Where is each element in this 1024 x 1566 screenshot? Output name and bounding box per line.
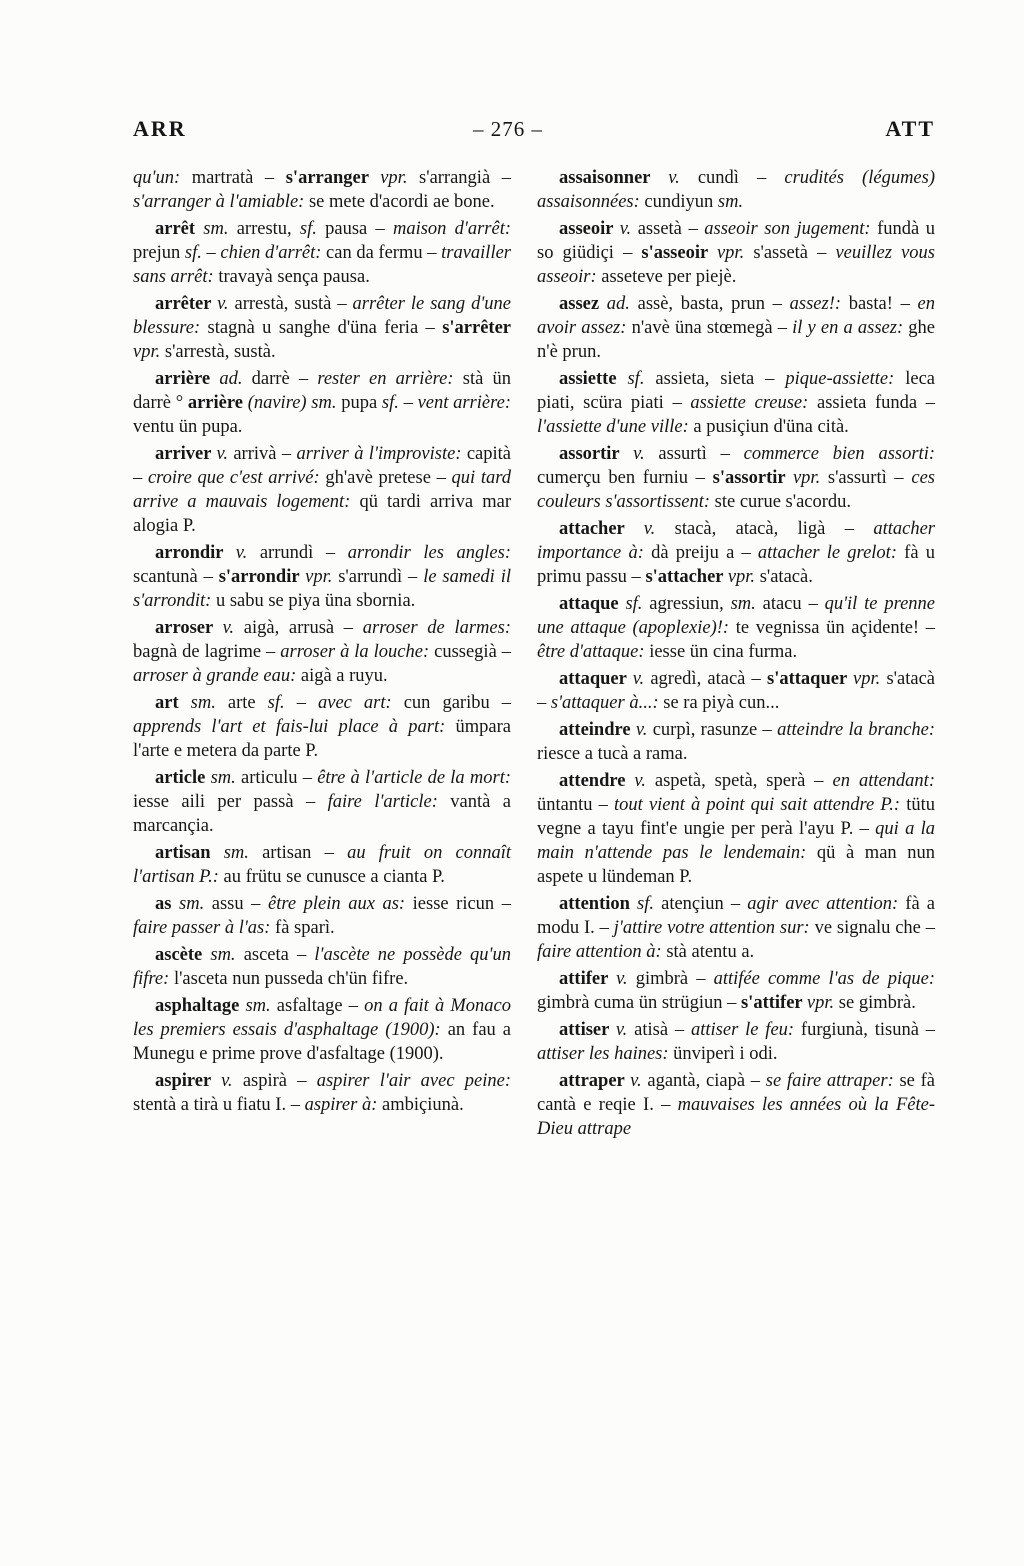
text-run: j'attire votre attention sur:	[613, 918, 815, 938]
text-run: en attendant:	[832, 771, 935, 791]
text-run: attraper	[559, 1071, 631, 1091]
text-run: s'assetà –	[753, 243, 836, 263]
text-run: assaisonner	[559, 168, 669, 188]
text-run: v.	[221, 1071, 243, 1091]
text-run: s'assurtì –	[827, 468, 912, 488]
entry-attiser	[537, 1018, 935, 1066]
text-run: assieta funda –	[816, 393, 936, 413]
text-run: s'arrundì –	[338, 567, 424, 587]
text-run: qu'il te prenne une attaque (apoplexie)!:	[537, 594, 935, 638]
text-run: cumerçu ben furniu –	[537, 468, 713, 488]
text-run: ces couleurs s'assortissent:	[537, 468, 935, 512]
text-run: stentà a tirà u fiatu I. –	[133, 1095, 305, 1115]
text-run: ascète	[155, 945, 211, 965]
text-run: se faire attraper:	[765, 1071, 900, 1091]
text-run: a pusiçiun d'üna cità.	[693, 417, 849, 437]
text-run: ambiçiunà.	[382, 1095, 464, 1115]
text-run: v.	[216, 444, 234, 464]
text-run: attifer	[559, 969, 617, 989]
entry-attaque	[537, 592, 935, 664]
text-run: pausa –	[325, 219, 393, 239]
text-run: sm.	[717, 192, 744, 212]
text-run: s'atacà.	[759, 567, 813, 587]
text-run: assieta, sieta –	[655, 369, 786, 389]
entry-attaquer	[537, 667, 935, 715]
text-run: an fau a Munegu e prime prove d'asfaltage (1900).	[133, 1020, 511, 1064]
text-run: on a fait à Monaco les premiers essais d'asphaltage (1900):	[133, 996, 511, 1040]
text-run: art	[155, 693, 191, 713]
text-run: assez	[559, 294, 607, 314]
text-run: sf.	[627, 369, 656, 389]
text-run: assiette creuse:	[690, 393, 817, 413]
text-run: sm.	[210, 945, 244, 965]
text-run: être à l'article de la mort:	[317, 768, 512, 788]
text-run: veuillez vous asseoir:	[537, 243, 935, 287]
text-run: ünviperì i odi.	[673, 1044, 778, 1064]
text-run: vpr.	[380, 168, 420, 188]
text-run: chien d'arrêt:	[220, 243, 327, 263]
text-run: arroser de larmes:	[362, 618, 511, 638]
text-run: fundà u so giüdiçi –	[537, 219, 935, 263]
text-run: v.	[635, 720, 653, 740]
text-run: ventu ün pupa.	[133, 417, 243, 437]
text-run: commerce bien assorti:	[743, 444, 935, 464]
text-run: atacu –	[762, 594, 825, 614]
text-run: crudités (légumes) assaisonnées:	[537, 168, 935, 212]
guide-word-right: ATT	[885, 116, 935, 141]
entry-atteindre	[537, 718, 935, 766]
entry-article	[133, 766, 511, 838]
text-run: l'ascète ne possède qu'un fifre:	[133, 945, 512, 989]
text-run: sf.	[267, 693, 297, 713]
text-run: s'arranger à l'amiable:	[133, 192, 309, 212]
text-run: stà atentu a.	[666, 942, 755, 962]
text-run: s'arrondir	[218, 567, 306, 587]
text-run: tout vient à point qui sait attendre P.:	[614, 795, 907, 815]
text-run: assè, basta, prun –	[637, 294, 790, 314]
text-run: assetà –	[637, 219, 705, 239]
text-run: furgiunà, tisunà –	[800, 1020, 936, 1040]
text-run: vent arrière:	[417, 393, 511, 413]
text-run: cundì –	[697, 168, 785, 188]
text-run: asphaltage	[155, 996, 246, 1016]
text-run: s'attifer	[740, 993, 807, 1013]
entry-assiette	[537, 367, 935, 439]
text-run: atteindre la branche:	[777, 720, 936, 740]
text-run: artisan –	[262, 843, 348, 863]
text-run: cussegià –	[434, 642, 512, 662]
text-run: as	[155, 894, 180, 914]
text-run: arrondir	[155, 543, 236, 563]
text-run: se gimbrà.	[838, 993, 916, 1013]
entry-arranger-continuation	[133, 166, 511, 214]
text-run: aspirer à:	[304, 1095, 383, 1115]
text-run: arrondir les angles:	[347, 543, 511, 563]
text-run: ad.	[606, 294, 638, 314]
text-run: capità –	[133, 444, 511, 488]
text-run: v.	[632, 669, 651, 689]
text-run: vpr.	[133, 342, 165, 362]
text-run: croire que c'est arrivé:	[147, 468, 326, 488]
text-run: l'assiette d'une ville:	[537, 417, 694, 437]
text-run: sm.	[179, 894, 212, 914]
text-run: gimbrà –	[635, 969, 714, 989]
text-run: martratà –	[191, 168, 286, 188]
entry-as	[133, 892, 511, 940]
text-run: cun garibu –	[403, 693, 512, 713]
text-run: assu –	[211, 894, 268, 914]
text-run: arroser	[155, 618, 223, 638]
text-run: ghe n'è prun.	[537, 318, 935, 362]
text-run: arrière	[155, 369, 220, 389]
text-run: atisà –	[634, 1020, 691, 1040]
text-run: articulu –	[240, 768, 318, 788]
text-run: assez!:	[789, 294, 849, 314]
text-run: leca piati, scüra piati –	[537, 369, 935, 413]
text-run: attiser	[559, 1020, 616, 1040]
text-run: te vegnissa ün açidente! –	[735, 618, 935, 638]
text-run: v.	[615, 1020, 635, 1040]
text-run: v.	[222, 618, 244, 638]
text-run: fà sparì.	[275, 918, 335, 938]
text-run: curpì, rasunze –	[652, 720, 778, 740]
text-run: sm.	[245, 996, 277, 1016]
text-run: arroser à grande eau:	[133, 666, 301, 686]
text-run: ste curue s'acordu.	[714, 492, 852, 512]
text-run: agir avec attention:	[747, 894, 906, 914]
entry-assortir	[537, 442, 935, 514]
text-run: v.	[668, 168, 698, 188]
text-run: attaquer	[559, 669, 633, 689]
text-run: agantà, ciapà –	[647, 1071, 766, 1091]
text-run: sf.	[625, 594, 650, 614]
text-columns	[133, 166, 935, 1144]
text-run: sm.	[190, 693, 228, 713]
text-run: le samedi il s'arrondit:	[133, 567, 511, 611]
text-run: aspirà –	[242, 1071, 317, 1091]
text-run: arrière	[187, 393, 248, 413]
text-run: arriver	[155, 444, 217, 464]
text-run: n'avè üna stœmegà –	[631, 318, 793, 338]
text-run: agredì, atacà –	[650, 669, 767, 689]
entry-asphaltage	[133, 994, 511, 1066]
text-run: attacher le grelot:	[757, 543, 905, 563]
text-run: l'asceta nun pusseda ch'ün fifre.	[173, 969, 409, 989]
text-run: attiser les haines:	[537, 1044, 674, 1064]
text-run: v.	[633, 444, 659, 464]
text-run: asceta –	[243, 945, 315, 965]
text-run: sm.	[210, 768, 241, 788]
text-run: v.	[630, 1071, 648, 1091]
text-run: dà preiju a –	[651, 543, 758, 563]
entry-arreter	[133, 292, 511, 364]
text-run: can da fermu –	[326, 243, 442, 263]
text-run: vpr.	[716, 243, 754, 263]
right-column	[537, 166, 935, 1144]
text-run: s'arrestà, sustà.	[164, 342, 276, 362]
text-run: sf.	[637, 894, 662, 914]
left-column	[133, 166, 511, 1144]
text-run: attiser le feu:	[691, 1020, 801, 1040]
entry-arret	[133, 217, 511, 289]
text-run: stagnà u sanghe d'üna feria –	[207, 318, 443, 338]
text-run: v.	[616, 969, 636, 989]
text-run: qui a la main n'attende pas le lendemain:	[537, 819, 936, 863]
entry-ascete	[133, 943, 511, 991]
text-run: bagnà de lagrime –	[133, 642, 281, 662]
entry-attendre	[537, 769, 935, 889]
guide-word-left: ARR	[133, 116, 187, 141]
text-run: asseteve per piejè.	[601, 267, 737, 287]
running-head	[133, 116, 935, 142]
text-run: s'attaquer à...:	[550, 693, 664, 713]
text-run: maison d'arrêt:	[392, 219, 512, 239]
text-run: iesse aili per passà –	[133, 792, 328, 812]
text-run: qü à man nun aspete u lündeman P.	[537, 843, 935, 887]
text-run: apprends l'art et fais-lui place à part:	[133, 717, 456, 737]
text-run: qui tard arrive a mauvais logement:	[133, 468, 512, 512]
text-run: se ra piyà cun...	[663, 693, 780, 713]
text-run: vantà a marcançia.	[133, 792, 511, 836]
text-run: gh'avè pretese –	[325, 468, 452, 488]
text-run: sm.	[730, 594, 763, 614]
text-run: attacher	[559, 519, 644, 539]
text-run: assortir	[559, 444, 634, 464]
text-run: faire passer à l'as:	[133, 918, 276, 938]
text-run: se mete d'acordi ae bone.	[308, 192, 495, 212]
text-run: en avoir assez:	[537, 294, 935, 338]
text-run: s'arrêter	[442, 318, 511, 338]
text-run: v.	[643, 519, 675, 539]
text-run: arriver à l'improviste:	[296, 444, 467, 464]
text-run: être plein aux as:	[268, 894, 413, 914]
text-run: stacà, atacà, ligà –	[674, 519, 874, 539]
text-run: aspirer	[155, 1071, 222, 1091]
text-run: faire l'article:	[327, 792, 451, 812]
text-run: prejun	[133, 243, 185, 263]
text-run: atteindre	[559, 720, 636, 740]
text-run: s'attacher	[645, 567, 728, 587]
entry-artisan	[133, 841, 511, 889]
text-run: ve signalu che –	[814, 918, 935, 938]
text-run: v.	[235, 543, 260, 563]
entry-asseoir	[537, 217, 935, 289]
text-run: vpr.	[727, 567, 760, 587]
text-run: –	[206, 243, 221, 263]
entry-art	[133, 691, 511, 763]
text-run: pupa	[341, 393, 382, 413]
text-run: s'asseoir	[641, 243, 717, 263]
text-run: cundiyun	[644, 192, 718, 212]
entry-attifer	[537, 967, 935, 1015]
text-run: travayà sença pausa.	[218, 267, 370, 287]
text-run: v.	[217, 294, 235, 314]
text-run: basta! –	[848, 294, 918, 314]
entry-attraper	[537, 1069, 935, 1141]
text-run: arrêter	[155, 294, 218, 314]
text-run: rester en arrière:	[317, 369, 463, 389]
text-run: vpr.	[806, 993, 839, 1013]
text-run: sm.	[203, 219, 237, 239]
text-run: ad.	[219, 369, 252, 389]
text-run: sf.	[299, 219, 326, 239]
entry-assaisonner	[537, 166, 935, 214]
text-run: travailler sans arrêt:	[133, 243, 511, 287]
text-run: assiette	[559, 369, 628, 389]
text-run: aspirer l'air avec peine:	[316, 1071, 511, 1091]
entry-attacher	[537, 517, 935, 589]
text-run: scantunà –	[133, 567, 219, 587]
text-run: pique-assiette:	[785, 369, 906, 389]
entry-assez	[537, 292, 935, 364]
text-run: ümpara l'arte e metera da parte P.	[133, 717, 511, 761]
text-run: artisan	[155, 843, 224, 863]
text-run: attacher importance à:	[537, 519, 935, 563]
text-run: arte	[227, 693, 268, 713]
text-run: asseoir	[559, 219, 620, 239]
entry-arriere	[133, 367, 511, 439]
text-run: être d'attaque:	[537, 642, 650, 662]
text-run: article	[155, 768, 211, 788]
text-run: se fà cantà e reqie I. –	[537, 1071, 936, 1115]
text-run: attention	[559, 894, 638, 914]
text-run: qü tardi arriva mar alogia P.	[133, 492, 511, 536]
text-run: aigà a ruyu.	[300, 666, 388, 686]
entry-arriver	[133, 442, 511, 538]
text-run: aigà, arrusà –	[243, 618, 363, 638]
text-run: vpr.	[305, 567, 339, 587]
text-run: sf.	[381, 393, 404, 413]
text-run: avec art:	[317, 693, 404, 713]
text-run: agressiun,	[649, 594, 731, 614]
text-run: darrè –	[251, 369, 318, 389]
text-run: –	[296, 693, 318, 713]
text-run: tütu vegne a tayu fint'e ungie per perà l'ayu P. –	[537, 795, 935, 839]
text-run: fà u primu passu –	[537, 543, 935, 587]
text-run: s'arranger	[285, 168, 381, 188]
text-run: sm.	[223, 843, 263, 863]
text-run: attifée comme l'as de pique:	[713, 969, 935, 989]
text-run: u sabu se piya üna sbornia.	[215, 591, 416, 611]
text-run: sf.	[184, 243, 207, 263]
text-run: fà a modu I. –	[537, 894, 935, 938]
text-run: gimbrà cuma ün strügiun –	[537, 993, 741, 1013]
text-run: stà ün darrè °	[133, 369, 512, 413]
text-run: arrêt	[155, 219, 204, 239]
text-run: faire attention à:	[537, 942, 667, 962]
text-run: arrundì –	[259, 543, 348, 563]
text-run: au frütu se cunusce a cianta P.	[223, 867, 445, 887]
text-run: v.	[634, 771, 655, 791]
text-run: s'atacà –	[537, 669, 935, 713]
text-run: arrestà, sustà –	[234, 294, 353, 314]
page-number: – 276 –	[473, 117, 544, 141]
entry-arroser	[133, 616, 511, 688]
text-run: au fruit on connaît l'artisan P.:	[133, 843, 512, 887]
text-run: qu'un:	[133, 168, 192, 188]
text-run: asfaltage –	[276, 996, 365, 1016]
text-run: iesse ricun –	[412, 894, 511, 914]
text-run: vpr.	[853, 669, 887, 689]
text-run: iesse ün cina furma.	[649, 642, 798, 662]
text-run: (navire) sm.	[247, 393, 342, 413]
text-run: üntantu –	[537, 795, 615, 815]
text-run: arroser à la louche:	[280, 642, 435, 662]
entry-arrondir	[133, 541, 511, 613]
text-run: il y en a assez:	[792, 318, 909, 338]
text-run: attendre	[559, 771, 635, 791]
text-run: riesce a tucà a rama.	[537, 744, 688, 764]
text-run: aspetà, spetà, sperà –	[654, 771, 833, 791]
text-run: s'assortir	[712, 468, 793, 488]
text-run: arrestu,	[236, 219, 300, 239]
text-run: assurtì –	[658, 444, 744, 464]
text-run: arrivà –	[233, 444, 297, 464]
text-run: s'attaquer	[767, 669, 854, 689]
text-run: arrêter le sang d'une blessure:	[133, 294, 512, 338]
text-run: v.	[619, 219, 638, 239]
text-run: –	[403, 393, 418, 413]
text-run: mauvaises les années où la Fête-Dieu attrape	[537, 1095, 935, 1139]
entry-attention	[537, 892, 935, 964]
entry-aspirer	[133, 1069, 511, 1117]
text-run: attaque	[559, 594, 626, 614]
text-run: asseoir son jugement:	[704, 219, 878, 239]
text-run: s'arrangià –	[419, 168, 511, 188]
text-run: vpr.	[792, 468, 828, 488]
text-run: atençiun –	[661, 894, 748, 914]
